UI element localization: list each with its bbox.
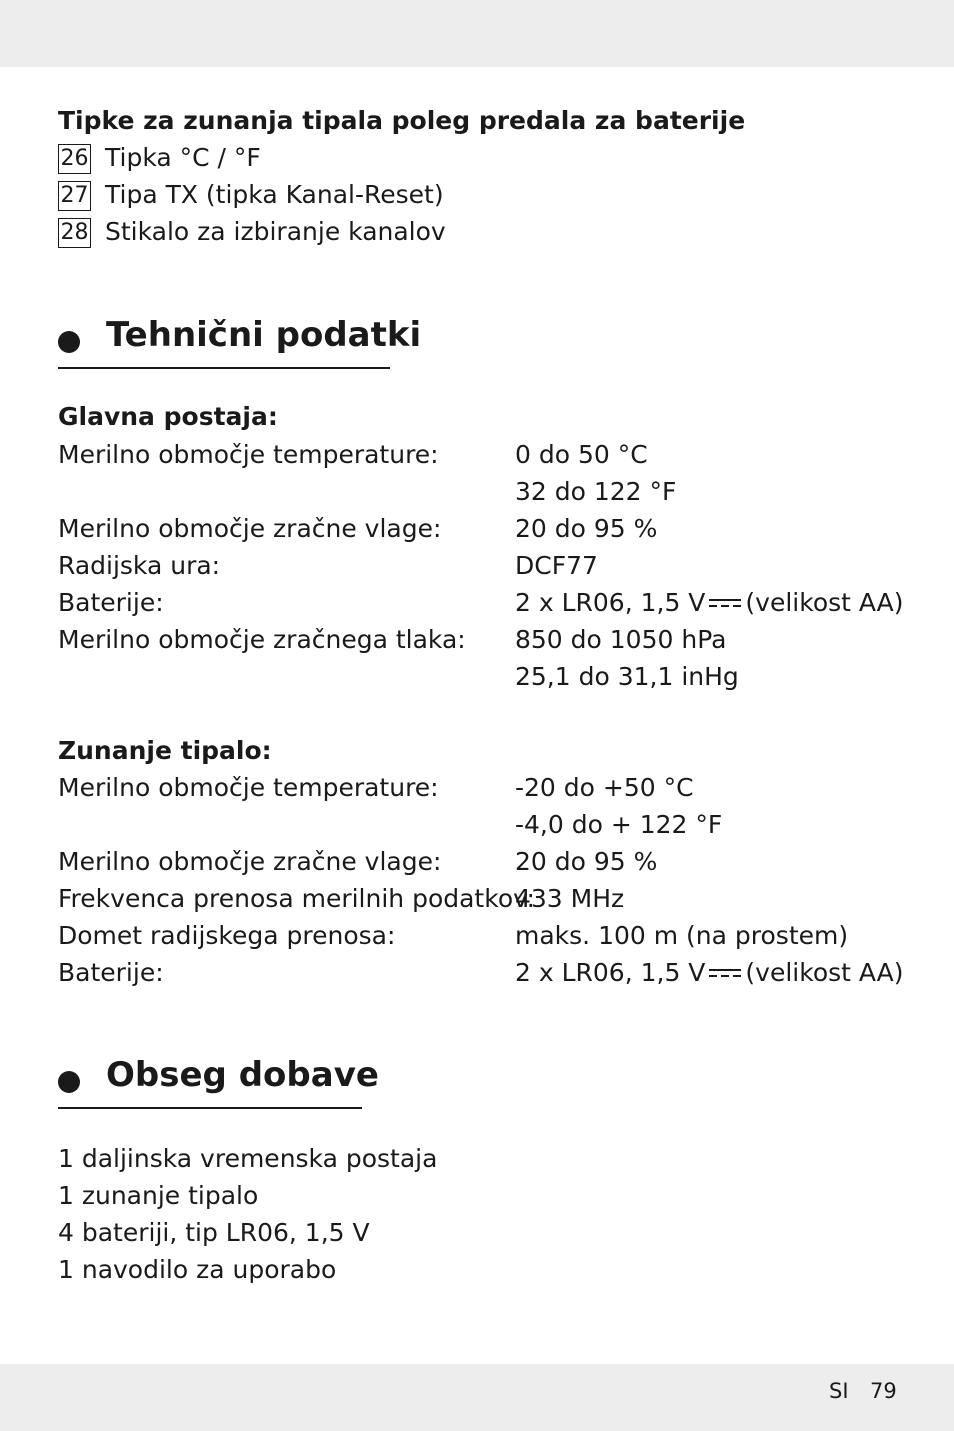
legend-number: 26	[58, 144, 91, 174]
bullet-icon	[58, 1071, 80, 1093]
section-title: Tehnični podatki	[106, 315, 422, 355]
spec-value: 433 MHz	[515, 884, 625, 913]
spec-value: 0 do 50 °C	[515, 440, 648, 469]
delivery-item: 1 navodilo za uporabo	[58, 1255, 337, 1284]
spec-value-battery	[515, 958, 904, 987]
spec-label: Merilno območje zračne vlage:	[58, 514, 442, 543]
bullet-icon	[58, 331, 80, 353]
legend-item-text: Tipa TX (tipka Kanal-Reset)	[105, 180, 444, 209]
battery-size: (velikost AA)	[745, 958, 904, 987]
spec-label: Merilno območje zračne vlage:	[58, 847, 442, 876]
page-number: 79	[870, 1379, 897, 1403]
legend-item-text: Tipka °C / °F	[105, 143, 261, 172]
spec-value: DCF77	[515, 551, 598, 580]
main-station-heading: Glavna postaja:	[58, 402, 278, 431]
section-header-delivery	[58, 1055, 379, 1109]
footer-band	[0, 1364, 954, 1431]
battery-size: (velikost AA)	[745, 588, 904, 617]
header-band	[0, 0, 954, 67]
spec-value: 32 do 122 °F	[515, 477, 677, 506]
outdoor-sensor-heading: Zunanje tipalo:	[58, 736, 272, 765]
section-title: Obseg dobave	[106, 1055, 379, 1095]
legend-heading: Tipke za zunanja tipala poleg predala za baterije	[58, 106, 746, 135]
spec-label: Baterije:	[58, 958, 164, 987]
dc-symbol-icon	[709, 967, 741, 981]
dc-symbol-icon	[709, 597, 741, 611]
footer-language: SI	[829, 1379, 849, 1403]
section-header-tech	[58, 315, 422, 369]
spec-value-battery	[515, 588, 904, 617]
spec-label: Frekvenca prenosa merilnih podatkov:	[58, 884, 535, 913]
spec-value: maks. 100 m (na prostem)	[515, 921, 849, 950]
spec-label: Merilno območje temperature:	[58, 773, 439, 802]
battery-spec: 2 x LR06, 1,5 V	[515, 958, 706, 987]
legend-number: 28	[58, 218, 91, 248]
spec-value: 20 do 95 %	[515, 847, 658, 876]
delivery-item: 1 zunanje tipalo	[58, 1181, 259, 1210]
spec-label: Baterije:	[58, 588, 164, 617]
spec-label: Merilno območje temperature:	[58, 440, 439, 469]
delivery-item: 4 bateriji, tip LR06, 1,5 V	[58, 1218, 370, 1247]
spec-value: -4,0 do + 122 °F	[515, 810, 723, 839]
spec-value: 850 do 1050 hPa	[515, 625, 727, 654]
spec-value: 20 do 95 %	[515, 514, 658, 543]
spec-value: -20 do +50 °C	[515, 773, 694, 802]
battery-spec: 2 x LR06, 1,5 V	[515, 588, 706, 617]
spec-label: Merilno območje zračnega tlaka:	[58, 625, 466, 654]
delivery-item: 1 daljinska vremenska postaja	[58, 1144, 438, 1173]
legend-number: 27	[58, 181, 91, 211]
spec-label: Radijska ura:	[58, 551, 221, 580]
spec-value: 25,1 do 31,1 inHg	[515, 662, 739, 691]
legend-item-text: Stikalo za izbiranje kanalov	[105, 217, 446, 246]
spec-label: Domet radijskega prenosa:	[58, 921, 396, 950]
